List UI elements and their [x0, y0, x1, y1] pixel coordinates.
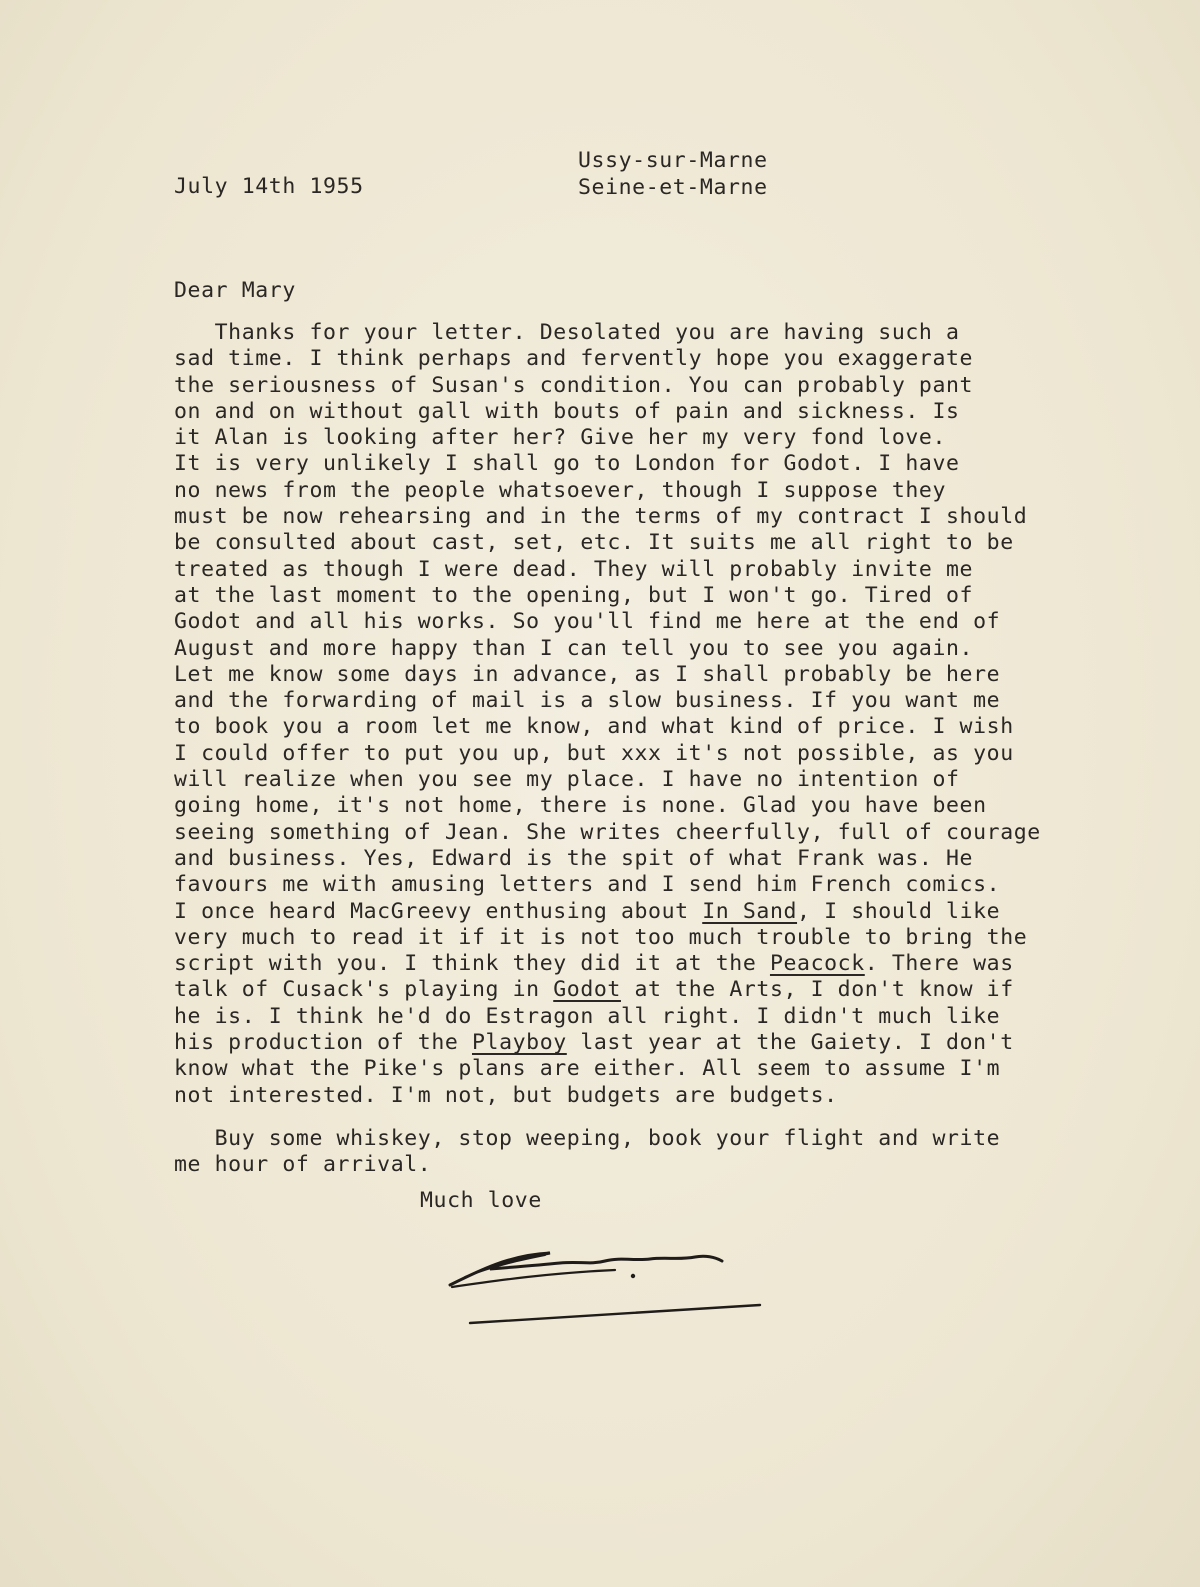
handwritten-signature [440, 1225, 780, 1345]
sender-address [578, 147, 768, 201]
letter-line: and the forwarding of mail is a slow business. If you want me [174, 688, 1001, 714]
sign-off: Much love [420, 1188, 542, 1213]
letter-line: Let me know some days in advance, as I shall probably be here [174, 661, 1001, 687]
letter-line: I could offer to put you up, but xxx it's not possible, as you [174, 740, 1014, 766]
letter-line: he is. I think he'd do Estragon all right. I didn't much like [174, 1003, 1001, 1029]
letter-line: it Alan is looking after her? Give her my very fond love. [174, 425, 947, 451]
letter-line: I once heard MacGreevy enthusing about In Sand, I should like [174, 898, 1001, 924]
letter-line: be consulted about cast, set, etc. It suits me all right to be [174, 530, 1014, 556]
letter-line: to book you a room let me know, and what kind of price. I wish [174, 714, 1014, 740]
underlined-title: Godot [553, 977, 621, 1003]
letter-line: Godot and all his works. So you'll find me here at the end of [174, 609, 1001, 635]
address-line: Seine-et-Marne [578, 175, 768, 200]
letter-line: talk of Cusack's playing in Godot at the Arts, I don't know if [174, 977, 1014, 1003]
underlined-title: Peacock [769, 951, 865, 977]
letter-line: must be now rehearsing and in the terms of my contract I should [174, 504, 1028, 530]
letter-line: know what the Pike's plans are either. All seem to assume I'm [174, 1056, 1001, 1082]
letter-line: on and on without gall with bouts of pain and sickness. Is [174, 398, 960, 424]
letter-line: his production of the Playboy last year at the Gaiety. I don't [174, 1030, 1014, 1056]
letter-body [174, 320, 1041, 1109]
address-line: Ussy-sur-Marne [578, 148, 768, 173]
letter-date: July 14th 1955 [174, 174, 364, 199]
letter-line: me hour of arrival. [174, 1152, 432, 1177]
letter-line: will realize when you see my place. I have no intention of [174, 767, 960, 793]
letter-line: Thanks for your letter. Desolated you are having such a [174, 320, 960, 345]
letter-line: treated as though I were dead. They will probably invite me [174, 556, 974, 582]
letter-line: script with you. I think they did it at the Peacock. There was [174, 951, 1014, 977]
letter-line: not interested. I'm not, but budgets are budgets. [174, 1082, 838, 1108]
closing-paragraph [174, 1126, 1000, 1178]
letter-line: favours me with amusing letters and I send him French comics. [174, 872, 1001, 898]
underlined-title: Playboy [471, 1030, 567, 1056]
letter-line: seeing something of Jean. She writes cheerfully, full of courage [174, 819, 1041, 845]
letter-line: It is very unlikely I shall go to London for Godot. I have [174, 451, 960, 477]
letter-line: very much to read it if it is not too much trouble to bring the [174, 924, 1028, 950]
salutation: Dear Mary [174, 278, 296, 303]
underlined-title: In Sand [702, 898, 798, 924]
letter-line: at the last moment to the opening, but I won't go. Tired of [174, 582, 974, 608]
letter-line: no news from the people whatsoever, though I suppose they [174, 477, 947, 503]
letter-line: and business. Yes, Edward is the spit of what Frank was. He [174, 845, 974, 871]
letter-line: the seriousness of Susan's condition. You can probably pant [174, 372, 974, 398]
letter-line: August and more happy than I can tell you to see you again. [174, 635, 974, 661]
letter-line: sad time. I think perhaps and fervently hope you exaggerate [174, 346, 974, 372]
letter-line: Buy some whiskey, stop weeping, book your flight and write [174, 1126, 1001, 1151]
letter-line: going home, it's not home, there is none. Glad you have been [174, 793, 987, 819]
